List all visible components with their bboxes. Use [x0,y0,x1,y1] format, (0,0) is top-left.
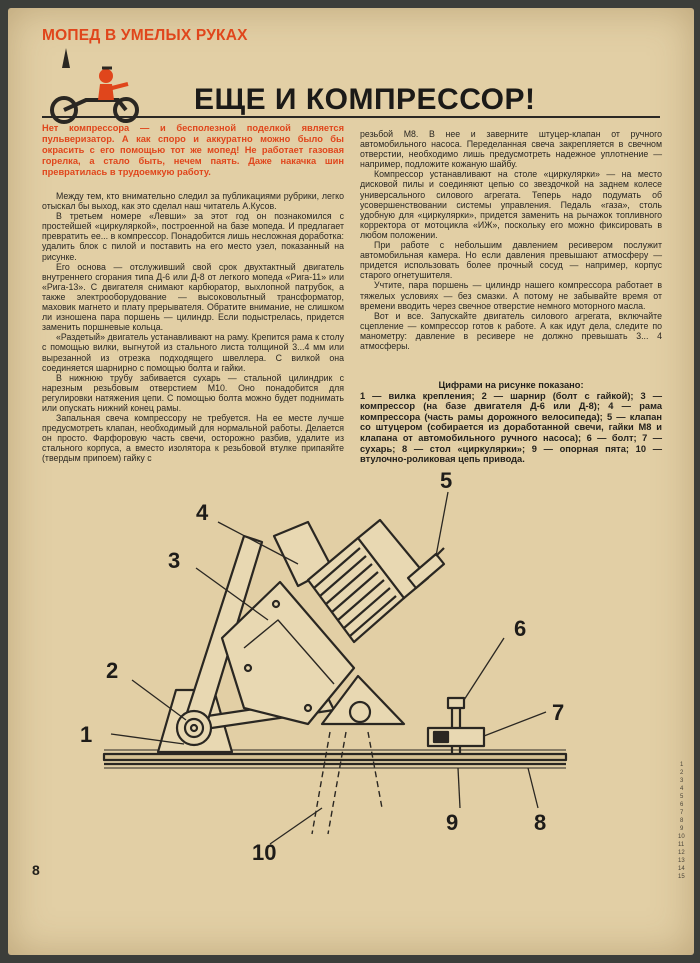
rubric-heading: МОПЕД В УМЕЛЫХ РУКАХ [42,27,248,44]
svg-text:8: 8 [680,818,684,824]
svg-text:12: 12 [678,850,685,856]
callout-7: 7 [552,700,565,725]
bolt-head [448,698,464,708]
callout-4: 4 [196,500,209,525]
article-title: ЕЩЕ И КОМПРЕССОР! [194,83,536,116]
callout-10: 10 [252,840,277,865]
svg-text:10: 10 [678,834,685,840]
svg-text:15: 15 [678,874,685,880]
hinge-joint [177,711,211,745]
callout-3: 3 [168,548,181,573]
svg-text:5: 5 [680,794,684,800]
edge-ruler [678,762,685,880]
callout-2: 2 [106,658,119,683]
paragraph: При работе с небольшим давлением ресивером послужит автомобильная камера. Но если давления превышают атмосферу — придется использовать более прочный сосуд — например, корпус старого огнетушителя. [360,240,662,281]
svg-text:14: 14 [678,866,685,872]
paragraph: Компрессор устанавливают на столе «циркулярки» — на место дисковой пилы и соединяют цепью со звездочкой на заднем колесе универсального силового агрегата. Теперь надо подумать об усовершенствовании системы управления. Педаль «газа», столь удобную для «циркулярки», придется заменить на рычажок топливного корректора от мотоцикла «ИЖ», поскольку его можно фиксировать в любом положении. [360,169,662,240]
svg-text:9: 9 [680,826,684,832]
paragraph: Запальная свеча компрессору не требуется. На ее месте лучше предусмотреть клапан, необходимый для нормальной работы. Делается он просто. Фарфоровую часть свечи, осторожно разбив, удалите из стального корпуса, а вместо изолятора к резьбовой втулке припаяйте (твердым припоем) гайку с [42,413,344,464]
lead-paragraph: Нет компрессора — и бесполезной поделкой является пульверизатор. А как споро и аккуратно можно было бы окрасить с его помощью тот же мопед! Не работает газовая горелка, а стало быть, нечем паять. Даже накачка шин превратилась в трудоемкую работу. [42,123,344,177]
callout-9: 9 [446,810,459,835]
magazine-page [8,8,694,955]
svg-text:13: 13 [678,858,685,864]
svg-text:6: 6 [680,802,684,808]
paragraph: Учтите, пара поршень — цилиндр нашего компрессора работает в тяжелых условиях — без смазки. А потому не забывайте время от времени вводить через свечное отверстие немного моторного масла. [360,280,662,311]
svg-text:11: 11 [678,842,685,848]
chain-line [312,732,330,834]
svg-text:4: 4 [680,786,684,792]
svg-text:7: 7 [680,810,684,816]
callout-6: 6 [514,616,527,641]
legend-body: 1 — вилка крепления; 2 — шарнир (болт с гайкой); 3 — компрессор (на базе двигателя Д-6 или Д-8); 4 — рама компрессора (часть рамы дорожного велосипеда); 5 — клапан со штуцером (собирается из доработанной свечи, гайки М8 и клапана от автомобильного ручного насоса); 6 — болт; 7 — сухарь; 8 — стол «циркулярки»; 9 — опорная пята; 10 — втулочно-роликовая цепь привода. [360,390,662,465]
paragraph: В третьем номере «Левши» за этот год он познакомился с простейшей «циркуляркой», построенной на базе мопеда. И предлагает превратить ее... в компрессор. Понадобится лишь несложная доработка: удалить блок с пилой и поставить на его место узел, показанный на рисунке. [42,211,344,262]
table-plate [104,754,566,760]
svg-text:3: 3 [680,778,684,784]
paragraph: Вот и все. Запускайте двигатель силового агрегата, включайте сцепление — компрессор готов к работе. А как идут дела, следите по манометру: давление в ресивере не должно превышать 3... 4 атмосферы. [360,310,662,351]
callout-5: 5 [440,468,453,493]
svg-text:2: 2 [680,770,684,776]
paragraph: Между тем, кто внимательно следил за публикациями рубрики, легко отыскал бы выход, как это сделал наш читатель А.Кусов. [42,191,344,212]
paragraph: Его основа — отслуживший свой срок двухтактный двигатель внутреннего сгорания типа Д-6 или Д-8 от легкого мопеда «Рига-11» или «Рига-13». С двигателя снимают карбюратор, выхлопной патрубок, а также электрооборудование — высоковольтный трансформатор, маховик магнето и плату прерывателя. Обратите внимание, не слишком ли изношена пара поршень — цилиндр. Если подыстрелась, придется заменить поршневые кольца. [42,261,344,333]
callout-1: 1 [80,722,93,747]
paragraph: В нижнюю трубу забивается сухарь — стальной цилиндрик с нарезным резьбовым отверстием М10. Оно понадобится для регулировки натяжения цепи. С помощью болта можно будет поднимать или опускать нижний конец рамы. [42,372,344,413]
paragraph: «Раздетый» двигатель устанавливают на раму. Крепится рама к столу с помощью вилки, выгнутой из стального листа толщиной 3...4 мм или вырезанной из отрезка подходящего швеллера. С вилкой она соединяется шарнирно с помощью болта и гайки. [42,332,344,373]
compressor-drawing [8,8,694,955]
paragraph: резьбой М8. В нее и заверните штуцер-клапан от ручного автомобильного насоса. Переделанная свеча закрепляется в свечном отверстии, необходимо лишь предусмотреть надежное уплотнение — например, подложите кожаную шайбу. [360,129,662,170]
callout-8: 8 [534,810,547,835]
page-number: 8 [32,862,40,878]
legend-heading: Цифрами на рисунке показано: [438,380,584,390]
svg-text:1: 1 [680,762,684,768]
